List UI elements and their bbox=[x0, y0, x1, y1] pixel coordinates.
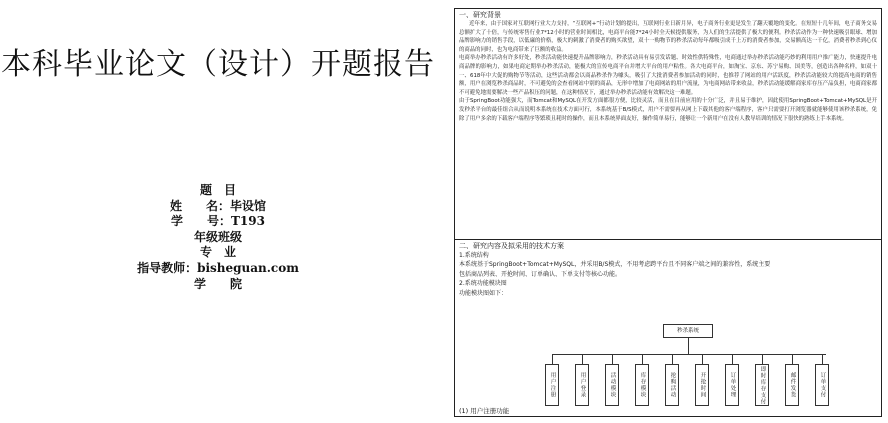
diagram-module-node: 订单处理 bbox=[725, 364, 739, 406]
connector-line bbox=[582, 354, 583, 364]
info-name: 姓 名：毕设馆 bbox=[169, 198, 266, 213]
connector-line bbox=[552, 354, 826, 355]
connector-line bbox=[732, 354, 733, 364]
report-title: 本科毕业论文（设计）开题报告 bbox=[1, 47, 435, 82]
subsection-caption: (1) 用户注册功能 bbox=[459, 407, 510, 415]
diagram-module-node: 即时库存支付 bbox=[755, 364, 769, 406]
text-line: 包括商品列表、开抢时间、订单确认、下单支付等核心功能。 bbox=[459, 270, 622, 278]
info-advisor: 指导教师：bisheguan.com bbox=[137, 260, 299, 275]
research-content-section bbox=[455, 240, 881, 418]
text-line: 2.系统功能模块图 bbox=[459, 280, 507, 288]
connector-line bbox=[792, 354, 793, 364]
diagram-module-node: 活动模块 bbox=[605, 364, 619, 406]
diagram-module-node: 邮件发货 bbox=[785, 364, 799, 406]
connector-line bbox=[672, 354, 673, 364]
text-line: 本系统基于SpringBoot+Tomcat+MySQL，并采用B/S模式，不用考虑跨平台且不同客户端之间的兼容性，系统主要 bbox=[459, 261, 771, 269]
diagram-module-node: 库存模块 bbox=[635, 364, 649, 406]
function-module-diagram bbox=[545, 324, 845, 406]
info-class: 年级班级 bbox=[193, 229, 242, 244]
section-heading: 二、研究内容及拟采用的技术方案 bbox=[459, 242, 564, 250]
connector-line bbox=[702, 354, 703, 364]
paragraph: 近年来，由于国家对互联网行业大力支持，“互联网+”行动计划的提出，互联网行业日新月异，电子商务行业更是发生了翻天覆地的变化。在短短十几年间，电子商务交易总额扩大了十倍，与传统零售行业7*12小时的营业时间相比，电商平台能7*24小时全天候提供服务，为人们的生活提供了极大的便利。秒杀活动作为一种快速吸引眼球、增加品牌影响力的销售手段，以低廉的价格，极大的刺激了消费者的购买欲望，双十一购物节的秒杀活动每年都吸引成千上万的消费者参加，交易额高达一千亿，消费者秒杀到心仪的商品的同时，也为电商带来了巨额的收益。 bbox=[459, 21, 877, 53]
connector-line bbox=[642, 354, 643, 364]
section-heading: 一、研究背景 bbox=[459, 11, 501, 19]
info-major: 专 业 bbox=[199, 245, 236, 260]
info-student-id: 学 号：T193 bbox=[171, 214, 265, 229]
diagram-module-node: 开抢时间 bbox=[695, 364, 709, 406]
connector-line bbox=[612, 354, 613, 364]
diagram-module-node: 订单支付 bbox=[815, 364, 829, 406]
connector-line bbox=[688, 338, 689, 354]
student-info bbox=[0, 183, 436, 292]
diagram-module-node: 用户登录 bbox=[575, 364, 589, 406]
paragraph: 由于SpringBoot功能强大，而Tomcat和MySQL在开发方面都很方便，比较灵活，而且在目前应用的十分广泛，并且易于维护，因此使用SpringBoot+Tomcat+MySQL是开发秒杀平台的最佳组合从而说明本系统在技术方面可行，本系统基于B/S模式，用户不需要再从网上下载其他的客户端程序，客户只需要打开浏览器就能够使用该秒杀系统，免除了用户多余的下载客户端程序等繁琐且耗时的操作，而且本系统界面友好，操作简单易行，能够让一个新用户在没有人教导培训的情况下很快的熟练上手本系统。 bbox=[459, 98, 877, 122]
research-background-section bbox=[455, 9, 881, 240]
diagram-root-node: 秒杀系统 bbox=[663, 324, 713, 338]
connector-line bbox=[762, 354, 763, 364]
diagram-module-node: 抢购活动 bbox=[665, 364, 679, 406]
text-line: 功能模块图如下： bbox=[459, 289, 508, 297]
connector-line bbox=[822, 354, 823, 364]
content-page bbox=[454, 8, 882, 417]
diagram-module-node: 用户注册 bbox=[545, 364, 559, 406]
cover-page bbox=[0, 0, 436, 423]
text-line: 1.系统结构 bbox=[459, 252, 489, 259]
connector-line bbox=[552, 354, 553, 364]
info-topic: 题 目 bbox=[199, 183, 236, 197]
info-college: 学 院 bbox=[193, 276, 242, 291]
paragraph: 电商举办秒杀活动有许多好处，秒杀活动能快速提升品牌影响力，秒杀活动具有易引发话题、时效性供特殊性，电商通过举办秒杀活动能巧妙的利用用户推广能力，快速提升电商品牌的影响力，如果电商定期举办秒杀活动，能极大的宣传电商平台并增大平台的用户粘性。各大电商平台，如淘宝、京东、苏宁易购、国美等，创造出各种名样，如双十一、618年中大促的购物节等活动，这些活动都会以商品秒杀作为噱头，吸引了大批消费者参加活动的同时，也推荐了网站的用户活跃度，秒杀活动能较大的提高电商的销售额，用户在浏览秒杀商品时，不可避免的会查看网站中别的商品，无形中增加了电商网站的用户流量，为电商网站带来收益，秒杀活动能缓解商家库存压产品负担，电商商家都不可避免地需要解决一些产品积压的问题，在这种情况下，通过举办秒杀活动能有效解决这一难题。 bbox=[459, 55, 877, 96]
